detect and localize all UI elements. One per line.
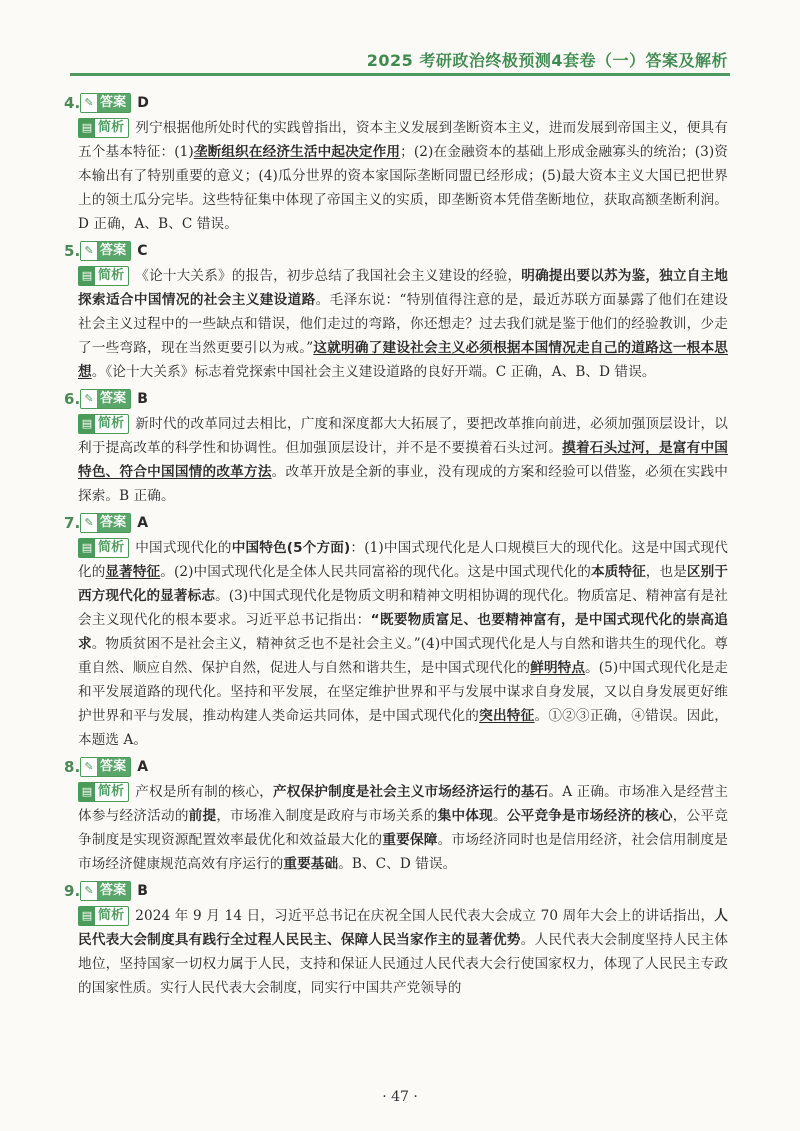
question-4-analysis: ▤ 简析 列宁根据他所处时代的实践曾指出，资本主义发展到垄断资本主义，进而发展到帝国主义，便具有五个基本特征：(1)垄断组织在经济生活中起决定作用；(2)在金融资本的基础上形成金融寡头的统治；(3)资本输出有了特别重要的意义；(4)瓜分世界的资本家国际垄断同盟已经形成；(5)最大资本主义大国已把世界上的领土瓜分完毕。这些特征集中体现了帝国主义的实质，即垄断资本凭借垄断地位，获取高额垄断利润。D 正确，A、B、C 错误。 — [78, 119, 729, 232]
answer-letter: B — [137, 883, 148, 899]
analysis-badge: ▤ 简析 — [78, 118, 129, 138]
answer-letter: C — [137, 243, 148, 259]
question-number: 8. — [64, 758, 81, 776]
question-8-header — [64, 754, 728, 780]
header-rule — [70, 73, 730, 76]
answer-badge: ✎ 答案 — [80, 513, 131, 533]
question-4-header — [64, 90, 728, 116]
question-7-analysis: ▤ 简析 中国式现代化的中国特色(5个方面)：(1)中国式现代化是人口规模巨大的现代化。这是中国式现代化的显著特征。(2)中国式现代化是全体人民共同富裕的现代化。这是中国式现代化的本质特征，也是区别于西方现代化的显著标志。(3)中国式现代化是物质文明和精神文明相协调的现代化。物质富足、精神富有是社会主义现代化的根本要求。习近平总书记指出：“既要物质富足、也要精神富有，是中国式现代化的崇高追求。物质贫困不是社会主义，精神贫乏也不是社会主义。”(4)中国式现代化是人与自然和谐共生的现代化。尊重自然、顺应自然、保护自然，促进人与自然和谐共生，是中国式现代化的鲜明特点。(5)中国式现代化是走和平发展道路的现代化。坚持和平发展，在坚定维护世界和平与发展中谋求自身发展，又以自身发展更好维护世界和平与发展，推动构建人类命运共同体，是中国式现代化的突出特征。①②③正确，④错误。因此，本题选 A。 — [78, 539, 729, 748]
analysis-icon: ▤ — [79, 415, 95, 433]
analysis-badge: ▤ 简析 — [78, 266, 129, 286]
question-9-header — [64, 878, 728, 904]
answer-content — [64, 88, 728, 1002]
analysis-badge: ▤ 简析 — [78, 414, 129, 434]
analysis-badge: ▤ 简析 — [78, 906, 129, 926]
page-number: · 47 · — [382, 1089, 418, 1105]
analysis-icon: ▤ — [79, 907, 95, 925]
answer-badge: ✎ 答案 — [80, 389, 131, 409]
question-number: 7. — [64, 514, 81, 532]
header-title: 2025 考研政治终极预测4套卷（一）答案及解析 — [366, 51, 728, 70]
answer-badge: ✎ 答案 — [80, 757, 131, 777]
question-5-analysis: ▤ 简析 《论十大关系》的报告，初步总结了我国社会主义建设的经验，明确提出要以苏为鉴，独立自主地探索适合中国情况的社会主义建设道路。毛泽东说：“特别值得注意的是，最近苏联方面暴露了他们在建设社会主义过程中的一些缺点和错误，他们走过的弯路，你还想走？过去我们就是鉴于他们的经验教训，少走了一些弯路，现在当然更要引以为戒。”这就明确了建设社会主义必须根据本国情况走自己的道路这一根本思想。《论十大关系》标志着党探索中国社会主义建设道路的良好开端。C 正确，A、B、D 错误。 — [78, 267, 728, 380]
answer-letter: B — [137, 391, 148, 407]
question-6-header — [64, 386, 728, 412]
analysis-badge: ▤ 简析 — [78, 782, 129, 802]
question-7-header — [64, 510, 728, 536]
answer-badge: ✎ 答案 — [80, 93, 131, 113]
analysis-icon: ▤ — [79, 267, 95, 285]
answer-badge: ✎ 答案 — [80, 241, 131, 261]
answer-letter: D — [137, 95, 149, 111]
pencil-icon: ✎ — [81, 514, 97, 532]
question-6-analysis: ▤ 简析 新时代的改革同过去相比，广度和深度都大大拓展了，要把改革推向前进，必须加强顶层设计，以利于提高改革的科学性和协调性。但加强顶层设计，并不是不要摸着石头过河。摸着石头过河，是富有中国特色、符合中国国情的改革方法。改革开放是全新的事业，没有现成的方案和经验可以借鉴，必须在实践中探索。B 正确。 — [78, 415, 728, 504]
pencil-icon: ✎ — [81, 242, 97, 260]
question-number: 9. — [64, 882, 81, 900]
question-8-analysis: ▤ 简析 产权是所有制的核心，产权保护制度是社会主义市场经济运行的基石。A 正确。市场准入是经营主体参与经济活动的前提，市场准入制度是政府与市场关系的集中体现。公平竞争是市场经济的核心，公平竞争制度是实现资源配置效率最优化和效益最大化的重要保障。市场经济同时也是信用经济，社会信用制度是市场经济健康规范高效有序运行的重要基础。B、C、D 错误。 — [78, 783, 729, 872]
pencil-icon: ✎ — [81, 94, 97, 112]
question-9-analysis: ▤ 简析 2024 年 9 月 14 日，习近平总书记在庆祝全国人民代表大会成立 70 周年大会上的讲话指出，人民代表大会制度具有践行全过程人民民主、保障人民当家作主的显著优势。人民代表大会制度坚持人民主体地位，坚持国家一切权力属于人民，支持和保证人民通过人民代表大会行使国家权力，体现了人民民主专政的国家性质。实行人民代表大会制度，同实行中国共产党领导的 — [78, 907, 729, 996]
question-number: 6. — [64, 390, 81, 408]
page-header — [0, 0, 800, 86]
question-number: 5. — [64, 242, 81, 260]
analysis-icon: ▤ — [79, 119, 95, 137]
analysis-icon: ▤ — [79, 783, 95, 801]
question-5-header — [64, 238, 728, 264]
answer-badge: ✎ 答案 — [80, 881, 131, 901]
analysis-badge: ▤ 简析 — [78, 538, 129, 558]
pencil-icon: ✎ — [81, 758, 97, 776]
answer-letter: A — [137, 515, 149, 531]
question-number: 4. — [64, 94, 81, 112]
analysis-icon: ▤ — [79, 539, 95, 557]
pencil-icon: ✎ — [81, 882, 97, 900]
answer-letter: A — [137, 759, 149, 775]
pencil-icon: ✎ — [81, 390, 97, 408]
